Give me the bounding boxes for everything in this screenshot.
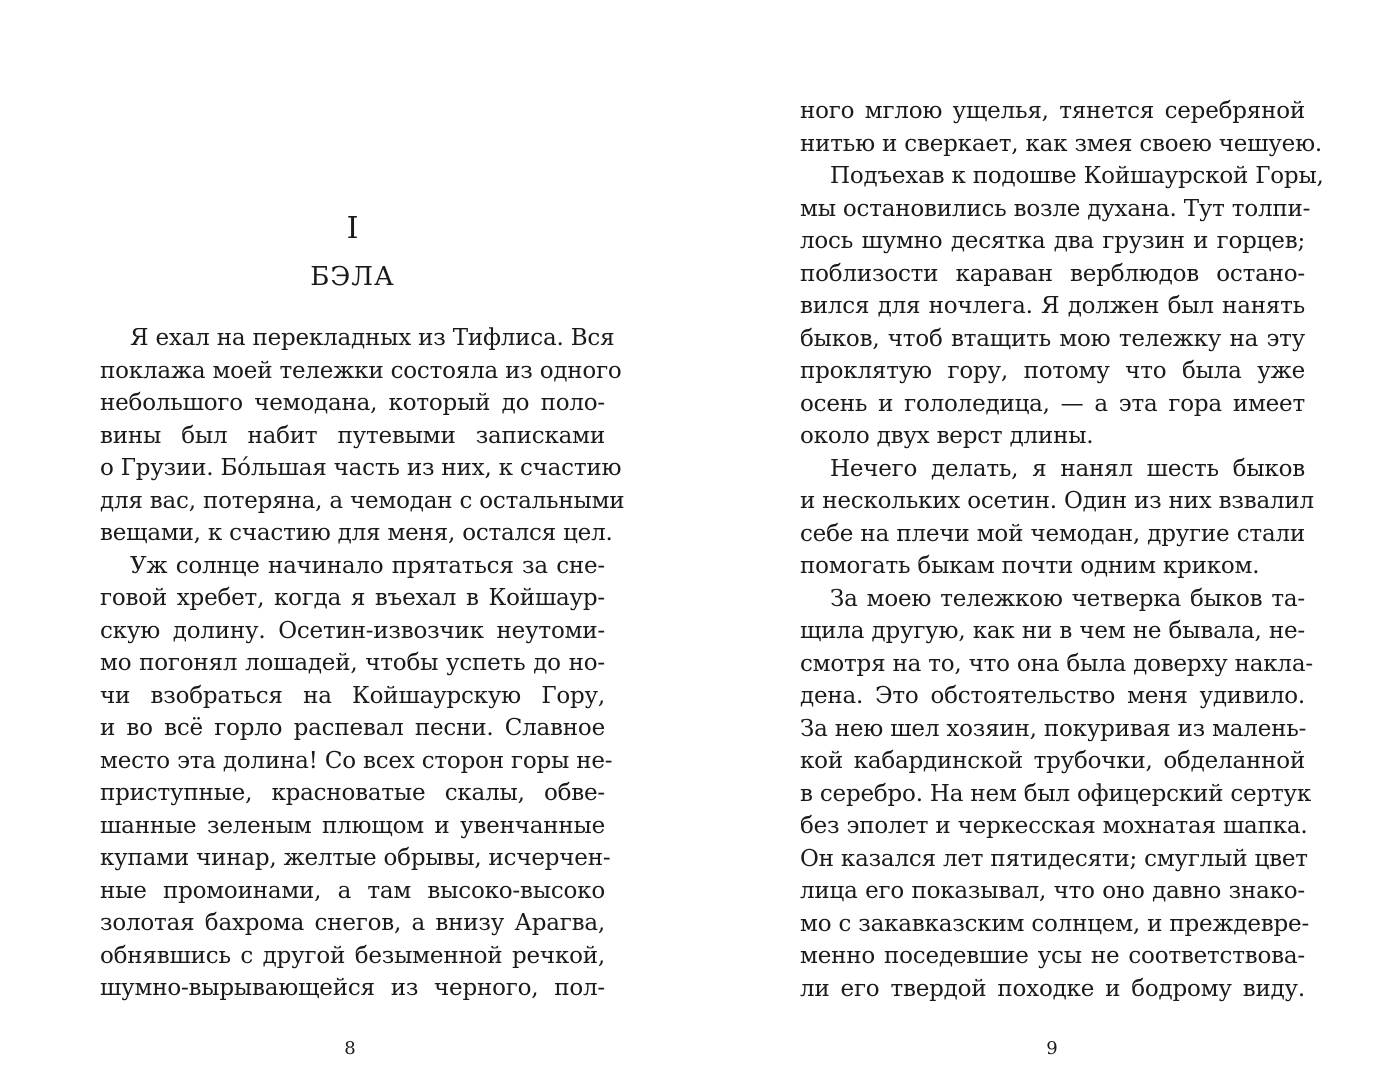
text-line: осень и гололедица, — а эта гора имеет [800, 390, 1305, 417]
text-line: мо погонял лошадей, чтобы успеть до но- [100, 650, 605, 676]
text-line: вился для ночлега. Я должен был нанять [800, 293, 1305, 319]
text-line: скую долину. Осетин-извозчик неутоми- [100, 617, 605, 644]
text-line: ные промоинами, а там высоко-высоко [100, 877, 605, 904]
text-line: шанные зеленым плющом и увенчанные [100, 812, 605, 839]
text-line: около двух верст длины. [800, 423, 1094, 449]
left-page-text [100, 322, 625, 1005]
text-line: говой хребет, когда я въехал в Койшаур- [100, 585, 605, 611]
text-line: дена. Это обстоятельство меня удивило. [800, 683, 1305, 709]
text-line: лица его показывал, что оно давно знако- [800, 878, 1305, 904]
text-line: За нею шел хозяин, покуривая из малень- [800, 715, 1307, 742]
chapter-number: I [346, 211, 359, 246]
text-line: поклажа моей тележки состояла из одного [100, 357, 622, 384]
text-line: для вас, потеряна, а чемодан с остальными [100, 487, 625, 514]
text-line: мо с закавказским солнцем, и преждевре- [800, 910, 1310, 937]
text-line: чи взобраться на Койшаурскую Гору, [100, 682, 605, 709]
text-line: ли его твердой походке и бодрому виду. [800, 975, 1305, 1002]
right-page [692, 0, 1384, 1080]
right-page-text [800, 95, 1324, 1005]
text-line: себе на плечи мой чемодан, другие стали [800, 520, 1305, 547]
text-line: и нескольких осетин. Один из них взвалил [800, 488, 1314, 514]
text-line: менно поседевшие усы не соответствова- [800, 943, 1305, 969]
text-line: проклятую гору, потому что была уже [800, 358, 1305, 384]
text-line: о Грузии. Бо́льшая часть из них, к счастию [100, 455, 622, 481]
text-line: поблизости караван верблюдов остано- [800, 260, 1305, 287]
text-line: нитью и сверкает, как змея своею чешуею. [800, 130, 1323, 157]
text-line: смотря на то, что она была доверху накла- [800, 650, 1313, 677]
text-line: кой кабардинской трубочки, обделанной [800, 748, 1305, 774]
text-line: небольшого чемодана, который до поло- [100, 390, 605, 416]
text-line: и во всё горло распевал песни. Славное [100, 715, 605, 741]
text-line: Уж солнце начинало прятаться за сне- [130, 552, 605, 579]
text-line: лось шумно десятка два грузин и горцев; [800, 228, 1305, 254]
text-line: Я ехал на перекладных из Тифлиса. Вся [130, 325, 615, 351]
text-line: Нечего делать, я нанял шесть быков [830, 455, 1305, 482]
text-line: в серебро. На нем был офицерский сертук [800, 780, 1312, 807]
text-line: щила другую, как ни в чем не бывала, не- [800, 618, 1305, 644]
text-line: помогать быкам почти одним криком. [800, 553, 1260, 579]
page-number: 9 [1046, 1038, 1058, 1059]
text-line: шумно-вырывающейся из черного, пол- [100, 975, 605, 1001]
text-line: вины был набит путевыми записками [100, 422, 605, 449]
text-line: место эта долина! Со всех сторон горы не- [100, 747, 613, 774]
text-line: вещами, к счастию для меня, остался цел. [100, 520, 613, 546]
text-line: Подъехав к подошве Койшаурской Горы, [830, 163, 1324, 189]
text-line: За моею тележкою четверка быков та- [830, 585, 1305, 612]
text-line: Он казался лет пятидесяти; смуглый цвет [800, 845, 1308, 872]
text-line: обнявшись с другой безыменной речкой, [100, 942, 605, 969]
chapter-title: БЭЛА [310, 262, 395, 292]
text-line: быков, чтоб втащить мою тележку на эту [800, 325, 1305, 352]
text-line: ного мглою ущелья, тянется серебряной [800, 98, 1305, 124]
text-line: без эполет и черкесская мохнатая шапка. [800, 813, 1308, 839]
text-line: приступные, красноватые скалы, обве- [100, 780, 605, 806]
text-line: золотая бахрома снегов, а внизу Арагва, [100, 910, 605, 936]
text-line: купами чинар, желтые обрывы, исчерчен- [100, 845, 611, 871]
page-number: 8 [344, 1038, 356, 1059]
text-line: мы остановились возле духана. Тут толпи- [800, 195, 1311, 222]
